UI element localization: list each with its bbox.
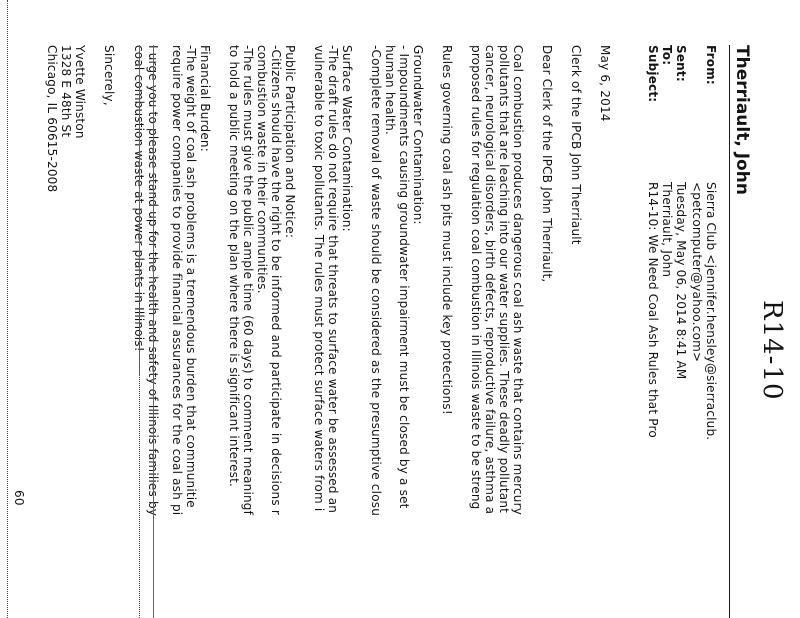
- closing-line: coal combustion waste at power plants in Illinois!: [132, 45, 146, 352]
- sent-value: Tuesday, May 06, 2014 8:41 AM: [674, 182, 688, 380]
- groundwater-line: human health.: [383, 45, 397, 136]
- page-number: 60: [12, 490, 26, 506]
- subject-label: Subject:: [646, 45, 660, 103]
- public-participation-line: -The rules must give the public ample time (60 days) to comment meaningf: [241, 45, 255, 516]
- groundwater-heading: Groundwater Contamination:: [411, 45, 425, 225]
- financial-heading: Financial Burden:: [198, 45, 212, 152]
- sender-name: Therriault, John: [732, 45, 752, 195]
- closing-line: I urge you to please stand up for the health and safety of Illinois families by: [146, 45, 160, 517]
- signoff: Sincerely,: [102, 45, 116, 106]
- addressee: Clerk of the IPCB John Therriault: [569, 45, 583, 245]
- intro-line: cancer, neurological disorders, birth defects, reproductive failure, asthma a: [483, 45, 497, 515]
- to-value: Therriault, John: [660, 182, 674, 278]
- rules-intro: Rules governing coal ash pits must include key protections!: [440, 45, 454, 415]
- public-participation-line: -Citizens should have the right to be informed and participate in decisions r: [269, 45, 283, 515]
- intro-line: pollutants that are leaching into our water supplies. These deadly pollutant: [497, 45, 511, 514]
- scan-strike-line: [153, 45, 154, 618]
- public-participation-line: combustion waste in their communities.: [255, 45, 269, 294]
- financial-line: require power companies to provide financial assurances for the coal ash pi: [170, 45, 184, 516]
- groundwater-line: -Complete removal of waste should be considered as the presumptive closu: [369, 45, 383, 516]
- letter-date: May 6, 2014: [598, 45, 612, 122]
- intro-line: Coal combustion produces dangerous coal ash waste that contains mercury: [511, 45, 525, 516]
- sent-label: Sent:: [674, 45, 688, 82]
- scan-edge-line: [139, 300, 140, 618]
- surface-water-line: vulnerable to toxic pollutants. The rules must protect surface waters from i: [312, 45, 326, 512]
- scan-edge-line: [7, 0, 8, 618]
- financial-line: -The weight of coal ash problems is a tremendous burden that communitie: [184, 45, 198, 508]
- from-value-email: <petcomputer@yahoo.com>: [690, 182, 704, 363]
- signature-name: Yvette Winston: [73, 45, 87, 139]
- from-value: Sierra Club <jennifer.hensley@sierraclub.: [704, 182, 718, 441]
- intro-line: proposed rules for regulation coal combustion in Illinois waste to be streng: [469, 45, 483, 510]
- surface-water-line: -The draft rules do not require that threats to surface water be assessed an: [326, 45, 340, 514]
- surface-water-heading: Surface Water Contamination:: [340, 45, 354, 232]
- salutation: Dear Clerk of the IPCB John Therriault,: [540, 45, 554, 283]
- groundwater-line: - Impoundments causing groundwater impairment must be closed by a set: [397, 45, 411, 509]
- to-label: To:: [660, 45, 674, 66]
- public-participation-line: to hold a public meeting on the plan where there is significant interest.: [227, 45, 241, 488]
- from-label: From:: [704, 45, 718, 85]
- signature-street: 1328 E 48th St: [59, 45, 73, 138]
- public-participation-heading: Public Participation and Notice:: [283, 45, 297, 239]
- signature-city: Chicago, IL 60615-2008: [45, 45, 59, 193]
- docket-stamp: R14-10: [757, 300, 787, 401]
- subject-value: R14-10: We Need Coal Ash Rules that Pro: [646, 182, 660, 438]
- header-rule: [729, 45, 730, 618]
